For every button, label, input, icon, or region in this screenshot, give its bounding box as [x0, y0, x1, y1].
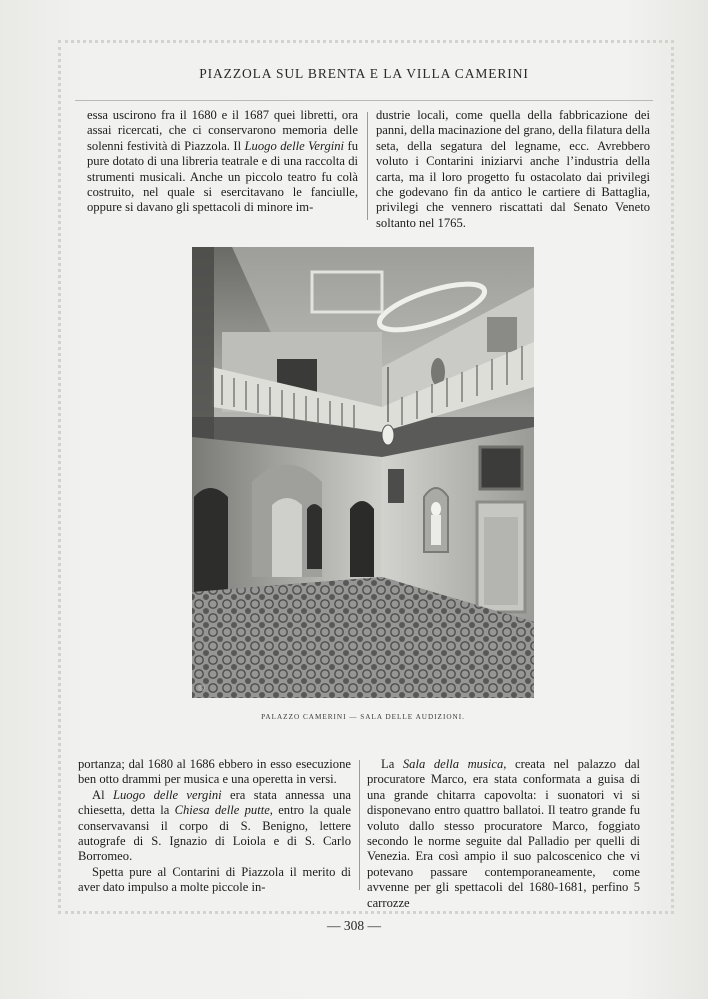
page-number: — 308 —	[327, 918, 381, 933]
hall-photograph	[192, 247, 534, 698]
paragraph: Spetta pure al Contarini di Piazzola il merito di aver dato impulso a molte piccole in-	[78, 864, 351, 895]
paragraph: Al Luogo delle vergini era stata annessa una chiesetta, detta la Chiesa delle putte, entro la quale conservavansi il corpo di S. Benigno, lettere autografe di S. Ignazio di Loiola e di S. Carlo Borromeo.	[78, 787, 351, 864]
top-left-column	[87, 108, 358, 216]
figure-caption: PALAZZO CAMERINI — SALA DELLE AUDIZIONI.	[261, 713, 465, 721]
column-divider	[359, 760, 360, 890]
paragraph: La Sala della musica, creata nel palazzo dal procuratore Marco, era stata conformata a guisa di una grande chitarra capovolta: i suonatori vi si disponevano entro quattro ballatoi. Il teatro grande fu voluto dallo stesso procuratore Marco, foggiato secondo le norme seguite dal Palladio per quelli di Venezia. Era così ampio il suo palcoscenico che vi potevano passare contemporaneamente, come avvenne per gli spettacoli del 1680-1681, perfino 5 carrozze	[367, 757, 640, 910]
paragraph: dustrie locali, come quella della fabbricazione dei panni, della macinazione del grano, della filatura della seta, della segatura del legname, ecc. Avrebbero voluto i Contarini iniziarvi anche l’industria della carta, ma il loro progetto fu ostacolato dai privilegi che godevano fin da antico le cartiere di Battaglia, privilegi che vennero riscattati dal Senato Veneto soltanto nel 1765.	[376, 108, 650, 230]
top-right-column	[376, 108, 650, 231]
column-divider	[367, 112, 368, 220]
svg-text:©: ©	[198, 683, 205, 693]
running-title: PIAZZOLA SUL BRENTA E LA VILLA CAMERINI	[199, 66, 529, 81]
bottom-right-column	[367, 757, 640, 911]
header-rule	[75, 100, 653, 101]
bottom-left-column	[78, 757, 351, 896]
paragraph: essa uscirono fra il 1680 e il 1687 quei libretti, ora assai ricercati, che ci conservarono memoria delle solenni festività di Piazzola. Il Luogo delle Vergini fu pure dotato di una libreria teatrale e di una raccolta di strumenti musicali. Anche un piccolo teatro fu colà costruito, nel quale si esercitavano le fanciulle, oppure si davano gli spettacoli di minore im-	[87, 108, 358, 215]
paragraph: portanza; dal 1680 al 1686 ebbero in esso esecuzione ben otto drammi per musica e una operetta in versi.	[78, 757, 351, 787]
